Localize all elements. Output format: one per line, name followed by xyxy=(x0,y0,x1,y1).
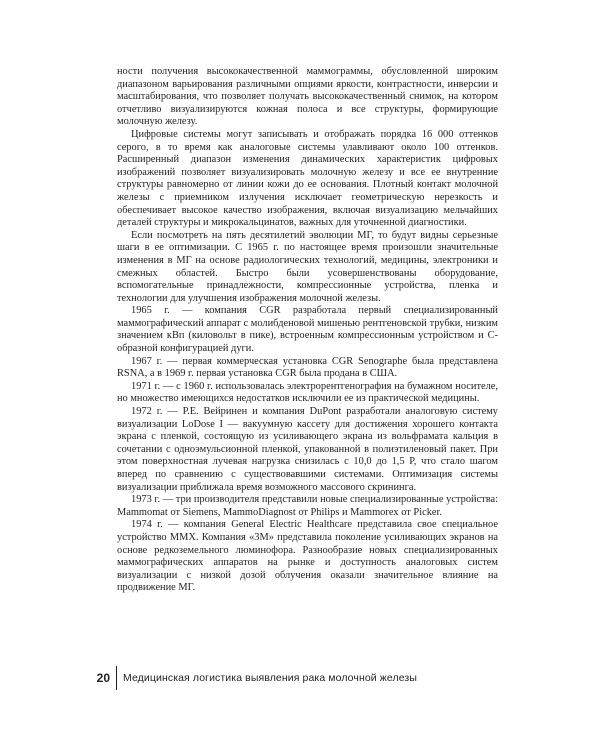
paragraph-1965: 1965 г. — компания CGR разработала первый специализированный маммографический аппарат с молибденовой мишенью рентгеновской трубки, низким значением кВп (киловольт в пике), встроенным компрессионным устройством и С-образной конфигурацией дуги. xyxy=(117,305,498,355)
paragraph-1974: 1974 г. — компания General Electric Healthcare представила свое специальное устройство MMX. Компания «3M» представила поколение усиливающих экранов на основе редкоземельного люминофора. Разнообразие новых специализированных маммографических аппаратов на рынке и доступность аналоговых систем визуализации с низкой дозой облучения оказали значительное влияние на продвижение МГ. xyxy=(117,519,498,594)
paragraph-1972: 1972 г. — Р.Е. Вейринен и компания DuPont разработали аналоговую систему визуализации LoDose I — вакуумную кассету для достижения хорошего контакта экрана с пленкой, состоящую из усиливающего экрана из вольфрамата кальция в сочетании с одноэмульсионной пленкой, упакованной в полиэтиленовый пакет. При этом поверхностная лучевая нагрузка снизилась с 10,0 до 1,5 Р, что стало шагом вперед по сравнению с существовавшими системами. Оптимизация системы визуализации приближала время возможного массового скрининга. xyxy=(117,406,498,493)
paragraph-continuation: ности получения высококачественной маммограммы, обусловленной широким диапазоном варьирования различными опциями яркости, контрастности, инверсии и масштабирования, что позволяет получать высококачественный снимок, на котором отчетливо визуализируются кожная полоса и все структуры, формирующие молочную железу. xyxy=(117,66,498,128)
paragraph-digital-systems: Цифровые системы могут записывать и отображать порядка 16 000 оттенков серого, в то время как аналоговые системы улавливают около 100 оттенков. Расширенный диапазон изменения динамических характеристик цифровых изображений позволяет визуализировать молочную железу и все ее внутренние структуры равномерно от линии кожи до ее основания. Плотный контакт молочной железы с приемником излучения исключает геометрическую нерезкость и обеспечивает высокое качество изображения, включая визуализацию мельчайших деталей структуры и микрокальцинатов, важных для уточненной диагностики. xyxy=(117,128,498,229)
page-number: 20 xyxy=(96,671,110,685)
paragraph-1967: 1967 г. — первая коммерческая установка CGR Senographe была представлена RSNA, а в 1969 г. первая установка CGR была продана в США. xyxy=(117,355,498,380)
page-footer xyxy=(88,666,417,690)
paragraph-evolution: Если посмотреть на пять десятилетий эволюции МГ, то будут видны серьезные шаги в ее оптимизации. С 1965 г. по настоящее время произошли значительные изменения в МГ на основе радиологических технологий, медицины, электроники и смежных областей. Быстро были усовершенствованы оборудование, вспомогательные принадлежности, компрессионные устройства, пленка и технологии для улучшения изображения молочной железы. xyxy=(117,229,498,304)
body-text xyxy=(117,66,498,595)
running-title: Медицинская логистика выявления рака молочной железы xyxy=(123,672,417,684)
paragraph-1971: 1971 г. — с 1960 г. использовалась электрорентгенография на бумажном носителе, но множество имеющихся недостатков исключили ее из практической медицины. xyxy=(117,380,498,405)
paragraph-1973: 1973 г. — три производителя представили новые специализированные устройства: Mammomat от Siemens, MammoDiagnost от Philips и Mammorex от Picker. xyxy=(117,494,498,518)
